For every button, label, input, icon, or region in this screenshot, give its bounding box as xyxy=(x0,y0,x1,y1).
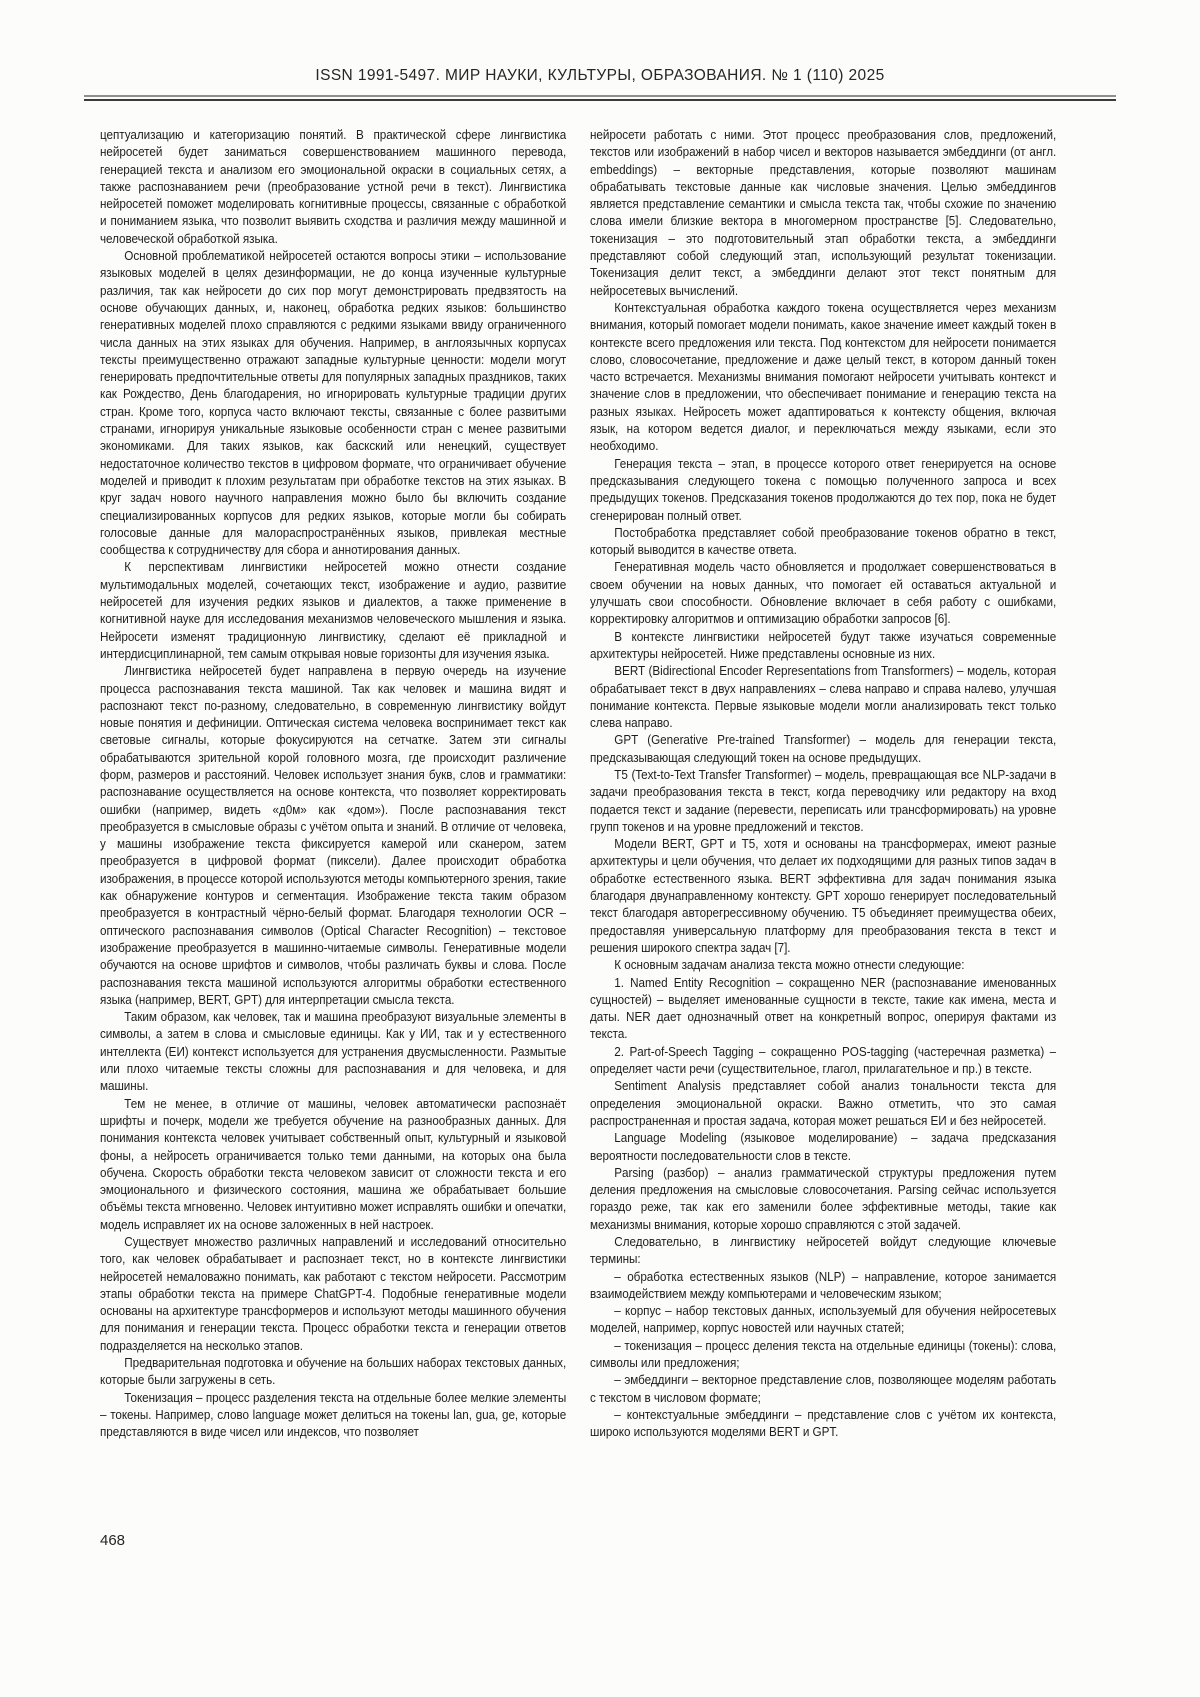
paragraph: Language Modeling (языковое моделирование) – задача предсказания вероятности последовательности слов в тексте. xyxy=(590,1130,1056,1163)
paragraph: GPT (Generative Pre-trained Transformer) – модель для генерации текста, предсказывающая следующий токен на основе предыдущих. xyxy=(590,732,1056,765)
paragraph: нейросети работать с ними. Этот процесс преобразования слов, предложений, текстов или изображений в набор чисел и векторов называется эмбеддинги (от англ. embeddings) – векторные представления, которые позволяют машинам обрабатывать текстовые данные как числовые значения. Целью эмбеддингов является представление семантики и смысла текста так, чтобы схожие по значению слова имели близкие вектора в многомерном пространстве [5]. Следовательно, токенизация – это подготовительный этап обработки текста, а эмбеддинги представляют собой следующий этап, использующий результат токенизации. Токенизация делит текст, а эмбеддинги делают этот текст понятным для нейросетевых вычислений. xyxy=(590,127,1056,298)
paragraph: Генерация текста – этап, в процессе которого ответ генерируется на основе предсказывания следующего токена с помощью полученного запроса и всех предыдущих токенов. Предсказания токенов продолжаются до тех пор, пока не будет сгенерирован полный ответ. xyxy=(590,455,1056,523)
header-rule xyxy=(84,95,1116,101)
paragraph: – токенизация – процесс деления текста на отдельные единицы (токены): слова, символы или предложения; xyxy=(590,1337,1056,1371)
right-column-text xyxy=(590,126,1056,1441)
paragraph: Постобработка представляет собой преобразование токенов обратно в текст, который выводится в качестве ответа. xyxy=(590,524,1056,558)
paragraph: В контексте лингвистики нейросетей будут также изучаться современные архитектуры нейросетей. Ниже представлены основные из них. xyxy=(590,628,1056,661)
journal-header-line: ISSN 1991-5497. МИР НАУКИ, КУЛЬТУРЫ, ОБРАЗОВАНИЯ. № 1 (110) 2025 xyxy=(315,67,885,84)
paragraph: Sentiment Analysis представляет собой анализ тональности текста для определения эмоциональной окраски. Важно отметить, что это самая распространенная и простая задача, которая может решаться ЕИ и без нейросетей. xyxy=(590,1078,1056,1128)
paragraph: Предварительная подготовка и обучение на больших наборах текстовых данных, которые были загружены в сеть. xyxy=(100,1355,566,1388)
paragraph: К перспективам лингвистики нейросетей можно отнести создание мультимодальных моделей, сочетающих текст, изображение и аудио, развитие нейросетей для изучения редких языков и диалектов, а также применение в когнитивной науке для исследования механизмов человеческого мышления и языка. Нейросети изменят традиционную лингвистику, сделают её прикладной и интердисциплинарной, тем самым открывая новые горизонты для изучения языка. xyxy=(100,559,566,661)
right-column xyxy=(590,126,1056,1521)
paragraph: – эмбеддинги – векторное представление слов, позволяющее моделям работать с текстом в числовом формате; xyxy=(590,1372,1056,1405)
paragraph: Генеративная модель часто обновляется и продолжает совершенствоваться в своем обучении на новых данных, что помогает ей оставаться актуальной и улучшать свои способности. Обновление включает в себя работу с ошибками, корректировку алгоритмов и оптимизацию обработки запросов [6]. xyxy=(590,559,1056,627)
paragraph: – обработка естественных языков (NLP) – направление, которое занимается взаимодействием между компьютерами и человеческим языком; xyxy=(590,1268,1056,1301)
article-body xyxy=(100,126,1056,1521)
paragraph: цептуализацию и категоризацию понятий. В практической сфере лингвистика нейросетей будет заниматься совершенствованием машинного перевода, генерацией текста и анализом его эмоциональной окраски в социальных сетях, а также распознаванием речи (преобразование устной речи в текст). Лингвистика нейросетей поможет моделировать когнитивные процессы, связанные с обработкой и пониманием языка, что позволит выявить сходства и различия между машинной и человеческой обработкой языка. xyxy=(100,127,566,246)
paragraph: Токенизация – процесс разделения текста на отдельные более мелкие элементы – токены. Например, слово language может делиться на токены lan, gua, ge, которые представляются в виде чисел или индексов, что позволяет xyxy=(100,1389,566,1440)
paragraph: Существует множество различных направлений и исследований относительно того, как человек обрабатывает и распознает текст, но в контексте лингвистики нейросетей немаловажно понимать, как работают с текстом нейросети. Рассмотрим этапы обработки текста на примере ChatGPT-4. Подобные генеративные модели основаны на архитектуре трансформеров и используют методы машинного обучения для понимания и генерации текста. Процесс обработки текста и генерации ответов подразделяется на несколько этапов. xyxy=(100,1234,566,1353)
paragraph: Parsing (разбор) – анализ грамматической структуры предложения путем деления предложения на смысловые словосочетания. Parsing сейчас используется гораздо реже, так как его заменили более эффективные методы, такие как механизмы внимания, которые хорошо справляются с этой задачей. xyxy=(590,1164,1056,1232)
paragraph: Модели BERT, GPT и T5, хотя и основаны на трансформерах, имеют разные архитектуры и цели обучения, что делает их подходящими для разных типов задач в обработке естественного языка. BERT эффективна для задач понимания языка благодаря двунаправленному контексту. GPT хорошо генерирует последовательный текст благодаря авторегрессивному обучению. T5 объединяет преимущества обеих, предоставляя универсальную платформу для преобразования текста в текст и решения широкого спектра задач [7]. xyxy=(590,836,1056,955)
paragraph: Таким образом, как человек, так и машина преобразуют визуальные элементы в символы, а затем в слова и смысловые единицы. Как у ИИ, так и у естественного интеллекта (ЕИ) контекст используется для устранения двусмысленности. Размытые или плохо читаемые тексты сложны для распознавания и для человека, и для машины. xyxy=(100,1009,566,1094)
paragraph: Контекстуальная обработка каждого токена осуществляется через механизм внимания, который помогает модели понимать, какое значение имеет каждый токен в контексте всего предложения или текста. Под контекстом для нейросети понимается слово, словосочетание, предложение и даже целый текст, в котором данный токен часто встречается. Механизмы внимания помогают нейросети учитывать контекст и значение слов в предложении, что обеспечивает понимание и генерацию текста на разных языках. Нейросеть может адаптироваться к контексту общения, включая язык, на котором ведется диалог, и переключаться между языками, если это необходимо. xyxy=(590,299,1056,454)
page-number: 468 xyxy=(100,1532,126,1549)
paragraph: К основным задачам анализа текста можно отнести следующие: xyxy=(614,957,965,973)
paragraph: Лингвистика нейросетей будет направлена в первую очередь на изучение процесса распознавания текста машиной. Так как человек и машина видят и распознают текст по-разному, следовательно, в современную лингвистику войдут новые понятия и дефиниции. Оптическая система человека воспринимает текст как световые сигналы, которые фокусируются на сетчатке. Затем эти сигналы обрабатываются зрительной корой головного мозга, где происходит различение форм, размеров и расстояний. Человек использует знания букв, слов и грамматики: распознавание осуществляется на основе контекста, что позволяет корректировать ошибки (например, видеть «д0м» как «дом»). После распознавания текст преобразуется в смысловые образы с учётом опыта и знаний. В отличие от человека, у машины изображение текста фиксируется камерой или сканером, затем преобразуется в цифровой формат (пиксели). Далее происходит обработка изображения, в процессе которой используются методы компьютерного зрения, такие как обнаружение контуров и сегментация. Изображение текста таким образом преобразуется в контрастный чёрно-белый формат. Благодаря технологии OCR – оптического распознавания символов (Optical Character Recognition) – текстовое изображение преобразуется в машинно-читаемые символы. Генеративные модели обучаются на основе шрифтов и символов, чтобы различать буквы и слова. После распознавания текста машиной используются алгоритмы обработки естественного языка (например, BERT, GPT) для интерпретации смысла текста. xyxy=(100,663,566,1007)
left-column-text xyxy=(100,126,566,1441)
paragraph: Тем не менее, в отличие от машины, человек автоматически распознаёт шрифты и почерк, модели же требуется обучение на разнообразных данных. Для понимания контекста человек учитывает собственный опыт, культурный и языковой фоны, а нейросеть ограничивается только теми данными, на которых она была обучена. Скорость обработки текста человеком зависит от сложности текста и его эмоционального и физического состояния, машина же обрабатывает большие объёмы текста мгновенно. Человек интуитивно может исправлять ошибки и опечатки, модель исправляет их на основе заложенных в ней настроек. xyxy=(100,1095,566,1232)
paragraph: BERT (Bidirectional Encoder Representations from Transformers) – модель, которая обрабатывает текст в двух направлениях – слева направо и справа налево, улучшая понимание контекста. Первые языковые модели могли анализировать текст только слева направо. xyxy=(590,663,1056,731)
paragraph: Т5 (Text-to-Text Transfer Transformer) – модель, превращающая все NLP-задачи в задачи преобразования текста в текст, когда переводчику или редактору на вход подается текст и задание (перевести, переписать или трансформировать) на уровне групп токенов и на уровне предложений и текстов. xyxy=(590,766,1056,834)
left-column xyxy=(100,126,566,1521)
paragraph: Основной проблематикой нейросетей остаются вопросы этики – использование языковых моделей в целях дезинформации, не до конца изученные культурные различия, так как нейросети до сих пор могут демонстрировать предвзятость на основе обучающих данных, и, наконец, обработка редких языков: большинство генеративных моделей плохо справляются с редкими языками ввиду ограниченного числа данных на этих языках для обучения. Например, в англоязычных корпусах тексты преимущественно отражают западные культурные ценности: модели могут генерировать предпочтительные ответы для популярных западных праздников, таких как Рождество, День благодарения, но игнорировать культурные традиции других стран. Кроме того, корпуса часто включают тексты, связанные с более развитыми странами, игнорируя уникальные языковые особенности стран с менее развитыми экономиками. Для таких языков, как баскский или ненецкий, существует недостаточное количество текстов в цифровом формате, что ограничивает обучение моделей и приводит к плохим результатам при обработке текстов на этих языках. В круг задач нового научного направления можно было бы включить создание специализированных корпусов для редких языков, которые могли бы собирать голосовые данные для малораспространённых языков, привлекая местные сообщества к сотрудничеству для сбора и аннотирования данных. xyxy=(100,248,566,558)
paragraph: Следовательно, в лингвистику нейросетей войдут следующие ключевые термины: xyxy=(590,1234,1056,1267)
paragraph: – корпус – набор текстовых данных, используемый для обучения нейросетевых моделей, например, корпус новостей или научных статей; xyxy=(590,1303,1056,1336)
paragraph: – контекстуальные эмбеддинги – представление слов с учётом их контекста, широко используются моделями BERT и GPT. xyxy=(590,1406,1056,1440)
paragraph: 2. Part-of-Speech Tagging – сокращенно POS-tagging (частеречная разметка) – определяет части речи (существительное, глагол, прилагательное и пр.) в тексте. xyxy=(590,1043,1056,1077)
page-footer xyxy=(100,1532,125,1549)
paragraph: 1. Named Entity Recognition – сокращенно NER (распознавание именованных сущностей) – выделяет именованные сущности в тексте, такие как имена, места и даты. NER дает однозначный ответ на конкретный вопрос, оперируя фактами из текста. xyxy=(590,974,1056,1042)
